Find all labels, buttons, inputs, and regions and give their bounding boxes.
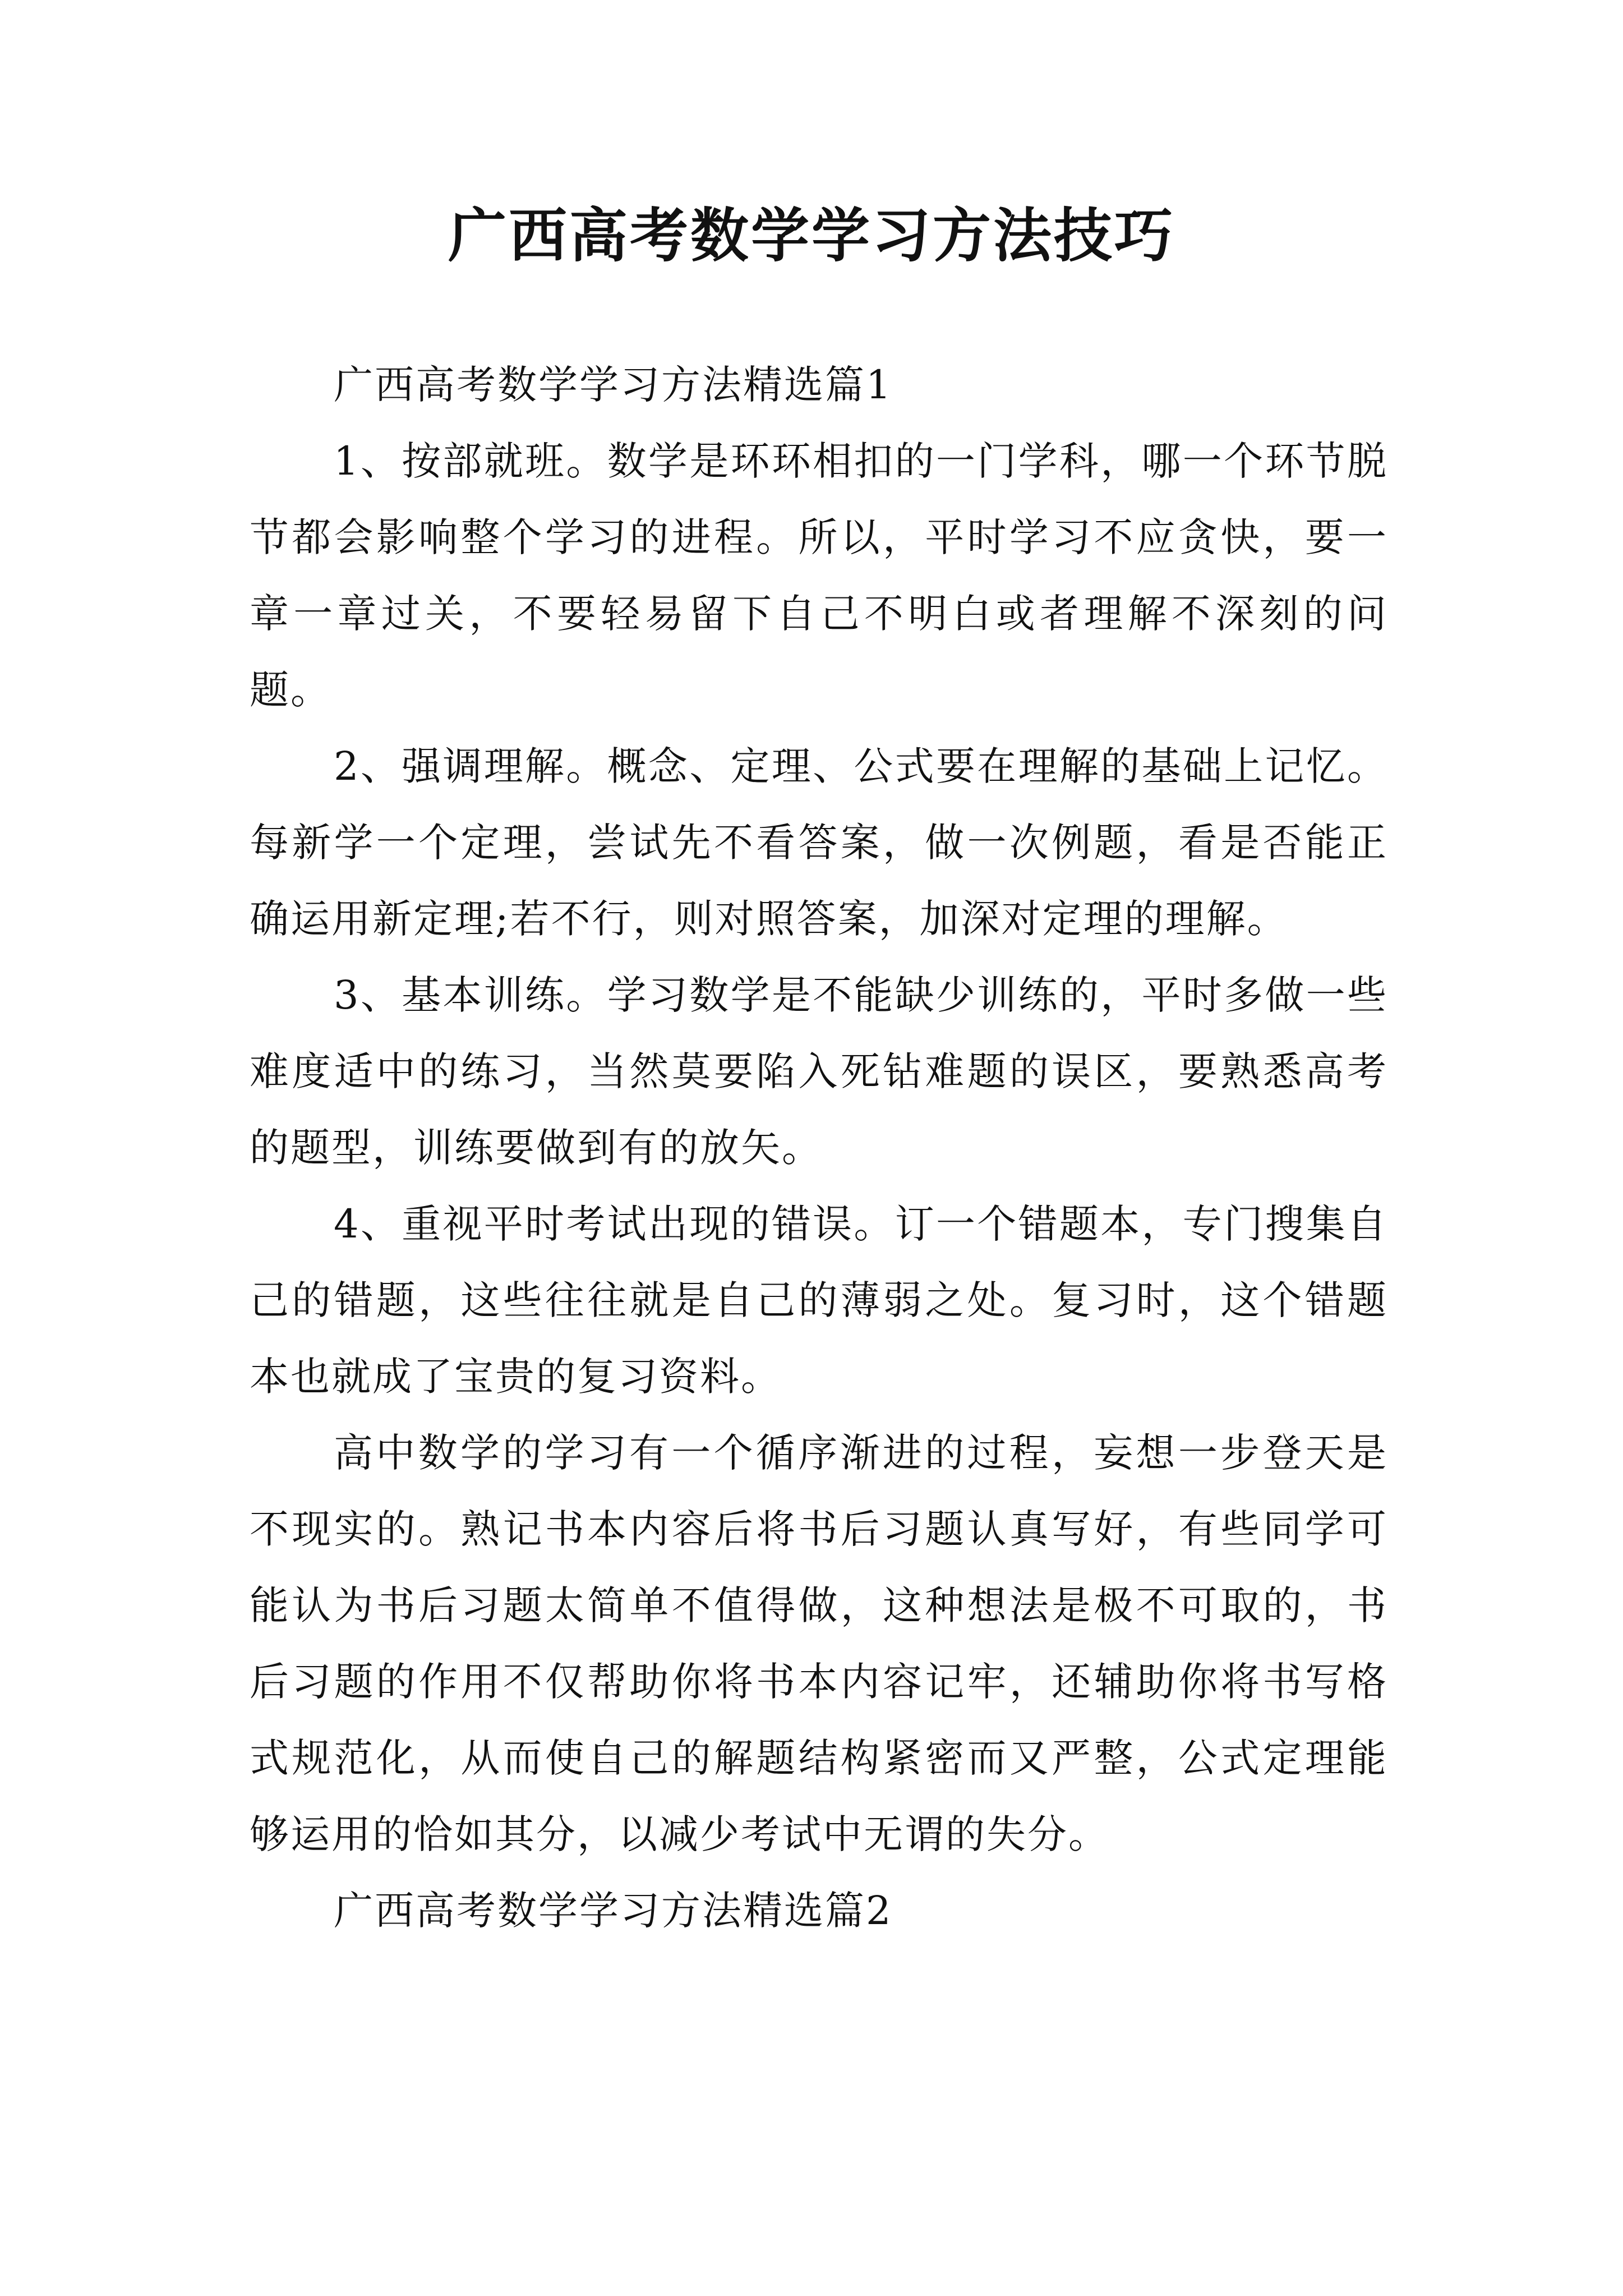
- document-title: 广西高考数学学习方法技巧: [448, 201, 1175, 270]
- paragraph-step-2: 2、强调理解。概念、定理、公式要在理解的基础上记忆。每新学一个定理，尝试先不看答案，做一次例题，看是否能正确运用新定理;若不行，则对照答案，加深对定理的理解。: [250, 743, 1388, 942]
- paragraph-step-3: 3、基本训练。学习数学是不能缺少训练的，平时多做一些难度适中的练习，当然莫要陷入死钻难题的误区，要熟悉高考的题型，训练要做到有的放矢。: [250, 972, 1388, 1171]
- section-heading-1: 广西高考数学学习方法精选篇1: [334, 362, 893, 408]
- section-heading-2: 广西高考数学学习方法精选篇2: [334, 1888, 893, 1934]
- paragraph-step-4: 4、重视平时考试出现的错误。订一个错题本，专门搜集自己的错题，这些往往就是自己的薄弱之处。复习时，这个错题本也就成了宝贵的复习资料。: [250, 1201, 1388, 1400]
- paragraph-step-1: 1、按部就班。数学是环环相扣的一门学科，哪一个环节脱节都会影响整个学习的进程。所以，平时学习不应贪快，要一章一章过关，不要轻易留下自己不明白或者理解不深刻的问题。: [250, 438, 1388, 713]
- paragraph-summary: 高中数学的学习有一个循序渐进的过程，妄想一步登天是不现实的。熟记书本内容后将书后习题认真写好，有些同学可能认为书后习题太简单不值得做，这种想法是极不可取的，书后习题的作用不仅帮助你将书本内容记牢，还辅助你将书写格式规范化，从而使自己的解题结构紧密而又严整，公式定理能够运用的恰如其分，以减少考试中无谓的失分。: [250, 1430, 1388, 1857]
- document-body: [250, 347, 1388, 1949]
